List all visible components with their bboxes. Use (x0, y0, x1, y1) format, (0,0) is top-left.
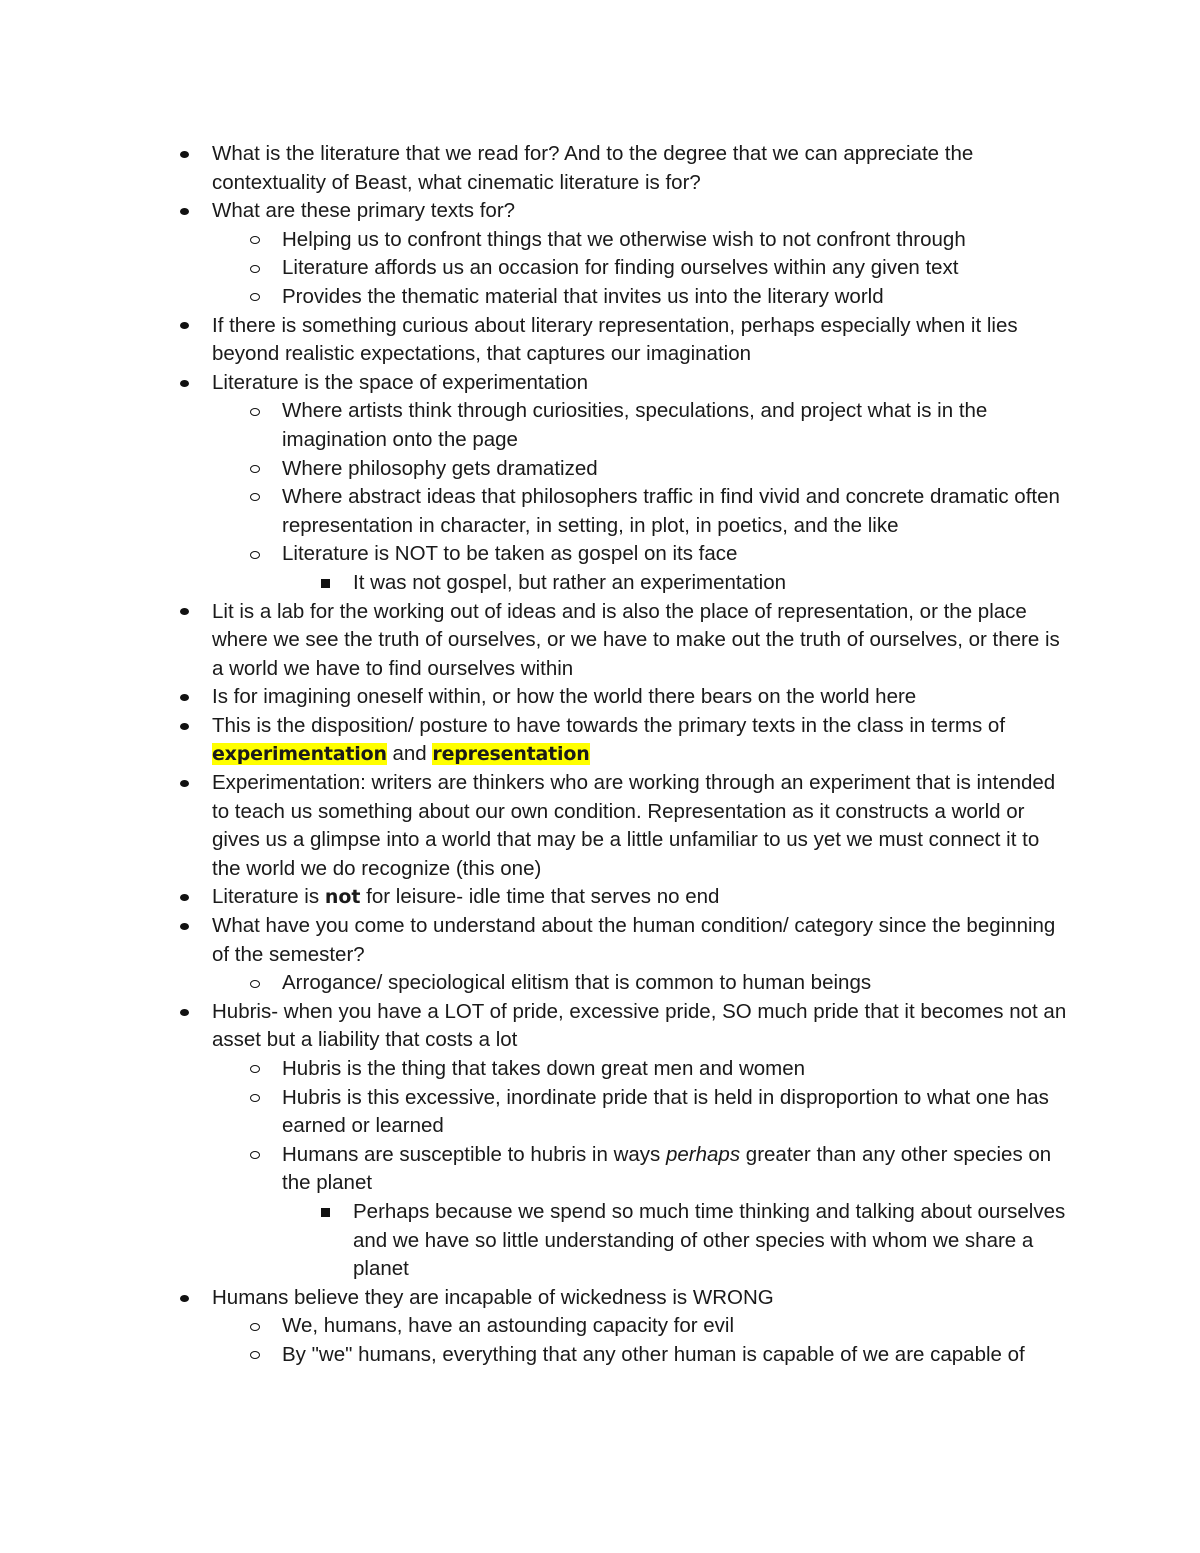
bullet-dot-icon (172, 598, 196, 627)
bullet-circle-icon (243, 254, 267, 283)
list-item-text: Helping us to confront things that we otherwise wish to not confront through (282, 227, 966, 251)
bold-word: not (324, 886, 361, 909)
list-item (0, 140, 1070, 197)
list-item (0, 312, 1070, 369)
bullet-circle-icon (243, 1084, 267, 1113)
list-item (0, 683, 1070, 712)
list-item-text: Lit is a lab for the working out of ideas and is also the place of representation, or the place where we see the truth of ourselves, or we have to make out the truth of ourselves, or there is a world we have to find ourselves within (212, 599, 1060, 680)
list-item (0, 254, 1070, 283)
list-item-text: By "we" humans, everything that any other human is capable of we are capable of (282, 1342, 1025, 1366)
bullet-circle-icon (243, 283, 267, 312)
bullet-dot-icon (172, 998, 196, 1027)
list-item-text: Where philosophy gets dramatized (282, 456, 598, 480)
bullet-dot-icon (172, 712, 196, 741)
list-item-text: We, humans, have an astounding capacity for evil (282, 1314, 735, 1338)
bullet-dot-icon (172, 912, 196, 941)
list-item-text: Hubris- when you have a LOT of pride, excessive pride, SO much pride that it becomes not an asset but a liability that costs a lot (212, 999, 1067, 1052)
bullet-circle-icon (243, 483, 267, 512)
list-item-text: If there is something curious about literary representation, perhaps especially when it lies beyond realistic expectations, that captures our imagination (212, 313, 1018, 366)
list-item (0, 1084, 1070, 1141)
list-item (0, 1141, 1070, 1198)
list-item (0, 483, 1070, 540)
list-item (0, 197, 1070, 226)
list-item-text: Perhaps because we spend so much time thinking and talking about ourselves and we have so little understanding of other species with whom we share a planet (353, 1199, 1066, 1281)
list-item-text: Literature is NOT to be taken as gospel on its face (282, 542, 738, 566)
bullet-dot-icon (172, 369, 196, 398)
bullet-dot-icon (172, 883, 196, 912)
list-item-text: Literature affords us an occasion for finding ourselves within any given text (282, 256, 959, 280)
list-item (0, 455, 1070, 484)
list-item-text: What is the literature that we read for? And to the degree that we can appreciate the contextuality of Beast, what cinematic literature is for? (212, 142, 974, 194)
bullet-circle-icon (243, 1141, 267, 1170)
list-item (0, 397, 1070, 454)
list-item (0, 969, 1070, 998)
list-item (0, 912, 1070, 969)
list-item (0, 540, 1070, 569)
bullet-circle-icon (243, 397, 267, 426)
document-page (0, 140, 1200, 1370)
list-item (0, 369, 1070, 398)
list-item-text: Literature is the space of experimentation (212, 370, 589, 394)
list-item-text: Where abstract ideas that philosophers traffic in find vivid and concrete dramatic often representation in character, in setting, in plot, in poetics, and the like (282, 485, 1060, 537)
list-item (0, 598, 1070, 684)
list-item-text: and (386, 742, 433, 766)
list-item-text: What have you come to understand about the human condition/ category since the beginning of the semester? (212, 914, 1056, 966)
list-item (0, 569, 1070, 598)
bullet-square-icon (313, 1198, 337, 1227)
list-item-text: Hubris is the thing that takes down great men and women (282, 1057, 806, 1080)
list-item-text: Hubris is this excessive, inordinate pride that is held in disproportion to what one has earned or learned (282, 1085, 1049, 1138)
bullet-dot-icon (172, 197, 196, 226)
list-item (0, 1312, 1070, 1341)
list-item-text: It was not gospel, but rather an experimentation (353, 570, 787, 594)
list-item (0, 769, 1070, 883)
bullet-circle-icon (243, 1055, 267, 1084)
list-item (0, 712, 1070, 769)
list-item-text: Humans are susceptible to hubris in ways (282, 1142, 666, 1166)
list-item-text: Is for imagining oneself within, or how the world there bears on the world here (212, 685, 917, 709)
bullet-circle-icon (243, 540, 267, 569)
list-item (0, 1284, 1070, 1313)
list-item-text: greater than any other species on the planet (282, 1142, 1052, 1195)
list-item-text: Where artists think through curiosities, speculations, and project what is in the imagination onto the page (282, 399, 988, 451)
list-item (0, 226, 1070, 255)
list-item-text: Experimentation: writers are thinkers who are working through an experiment that is intended to teach us something about our own condition. Representation as it constructs a world or gives us a glimpse into a world that may be a little unfamiliar to us yet we must connect it to the world we do recognize (this one) (212, 771, 1056, 880)
list-item-text: for leisure- idle time that serves no end (360, 885, 720, 909)
list-item (0, 283, 1070, 312)
italic-word: perhaps (666, 1142, 741, 1166)
bullet-circle-icon (243, 1312, 267, 1341)
bullet-dot-icon (172, 683, 196, 712)
bullet-dot-icon (172, 769, 196, 798)
list-item-text: Literature is (212, 885, 325, 909)
list-item-text: What are these primary texts for? (212, 199, 516, 223)
bullet-dot-icon (172, 140, 196, 169)
bullet-dot-icon (172, 312, 196, 341)
bullet-dot-icon (172, 1284, 196, 1313)
bullet-square-icon (313, 569, 337, 598)
list-item (0, 1198, 1070, 1284)
list-item (0, 1055, 1070, 1084)
list-item (0, 1341, 1070, 1370)
list-item-text: Provides the thematic material that invites us into the literary world (282, 284, 884, 308)
list-item (0, 883, 1070, 912)
bullet-circle-icon (243, 226, 267, 255)
highlighted-term-representation: representation (432, 743, 590, 766)
list-item-text: Humans believe they are incapable of wickedness is WRONG (212, 1285, 774, 1309)
list-item (0, 998, 1070, 1055)
list-item-text: Arrogance/ speciological elitism that is common to human beings (282, 971, 872, 995)
bullet-circle-icon (243, 455, 267, 484)
highlighted-term-experimentation: experimentation (212, 743, 387, 766)
bullet-circle-icon (243, 969, 267, 998)
bullet-circle-icon (243, 1341, 267, 1370)
list-item-text: This is the disposition/ posture to have towards the primary texts in the class in terms of (212, 713, 1006, 737)
